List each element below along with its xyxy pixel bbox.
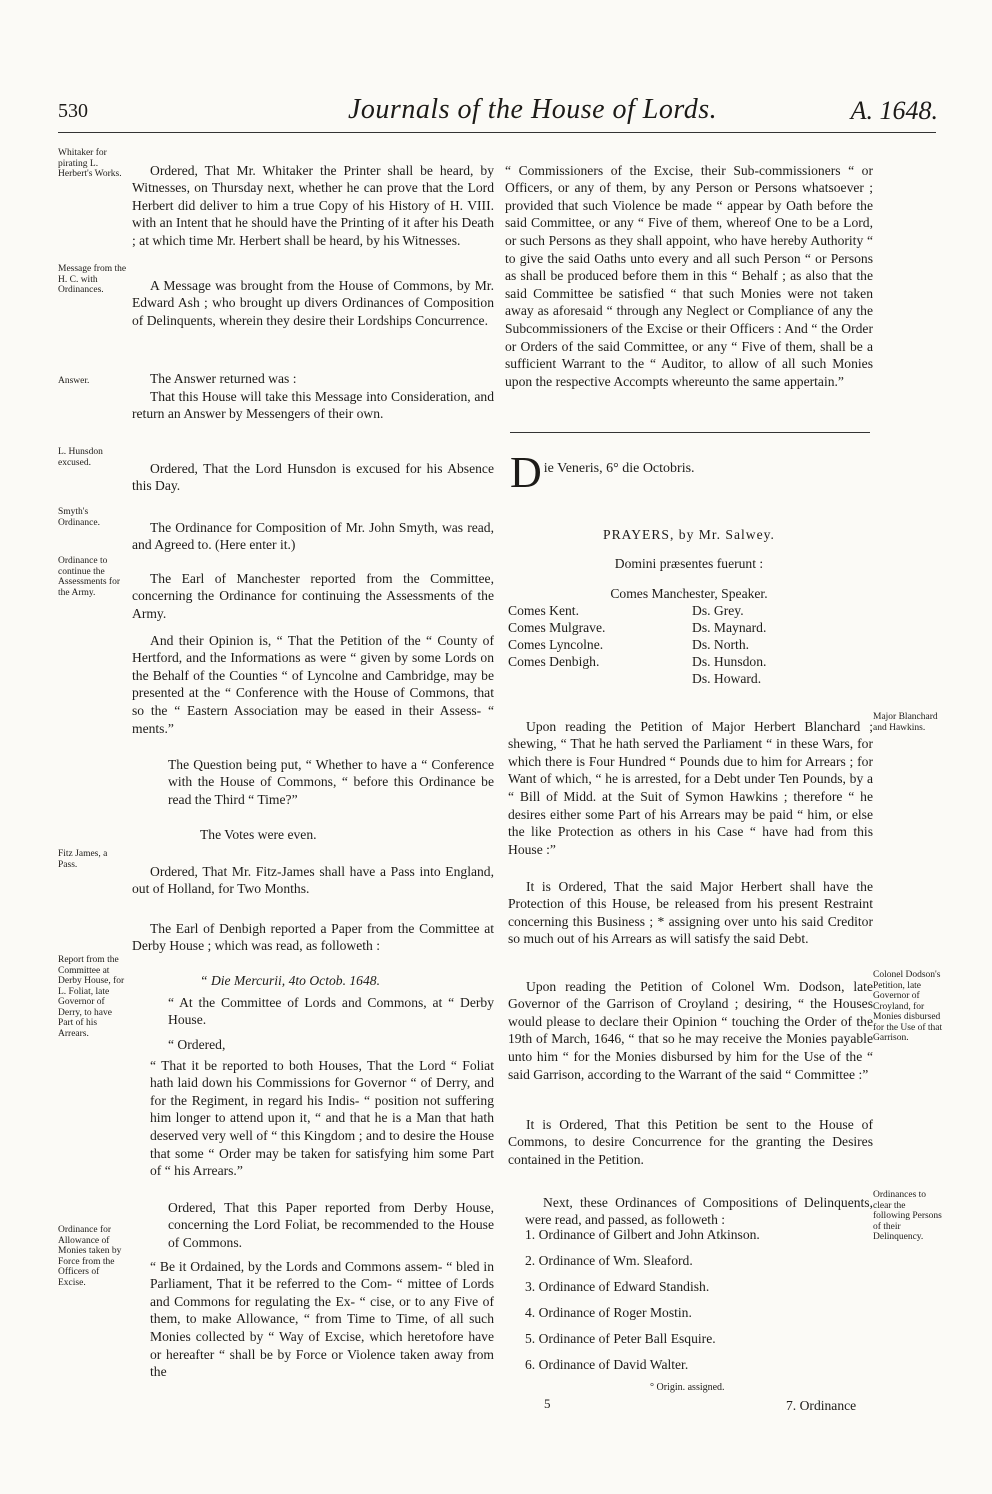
- day-text: ie Veneris, 6° die Octobris.: [543, 461, 695, 476]
- margin-note-derby-house: Report from the Committee at Derby House, for L. Foliat, late Governor of Derry, to have Part of his Arrears.: [58, 955, 125, 1039]
- lord-name: Comes Lyncolne.: [508, 637, 604, 652]
- paragraph-blanchard-order: It is Ordered, That the said Major Herbert shall have the Protection of this House, be released from his present Restraint concerning this Business ; * assigning over unto his said Creditor so much out of his Arrears as will satisfy the said Debt.: [508, 878, 873, 947]
- lord-name: Ds. Howard.: [692, 671, 762, 686]
- paragraph-recommended: Ordered, That this Paper reported from Derby House, concerning the Lord Foliat, be recommended to the House of Commons.: [168, 1199, 494, 1250]
- section-rule: [510, 432, 870, 433]
- ordinance-item: 4. Ordinance of Roger Mostin.: [525, 1305, 692, 1320]
- ordinance-item: 3. Ordinance of Edward Standish.: [525, 1279, 710, 1294]
- paragraph-opinion: And their Opinion is, “ That the Petition of the “ County of Hertford, and the Informations as were “ given by some Lords on the Behalf of the Counties “ of Lyncolne and Cambridge, may be presented at the “ Conference with the House of Commons, that so the “ Eastern Association may be eased in their Assess- “ ments.”: [132, 632, 494, 736]
- ordinance-item: 5. Ordinance of Peter Ball Esquire.: [525, 1331, 716, 1346]
- margin-note-ordinances: Ordinances to clear the following Persons of their Delinquency.: [873, 1190, 942, 1242]
- paragraph-question: The Question being put, “ Whether to have a “ Conference with the House of Commons, “ before this Ordinance be read the Third “ Time?”: [168, 756, 494, 807]
- paragraph-fitz-james: Ordered, That Mr. Fitz-James shall have a Pass into England, out of Holland, for Two Months.: [132, 863, 494, 897]
- paragraph-foliat: “ That it be reported to both Houses, That the Lord “ Foliat hath laid down his Commissions for Governor “ of Derry, and for the Regiment, in regard his Indis- “ position not suffering him longer to attend upon it, “ and that he is a Man that hath deserved very well of “ this Kingdom ; and to desire the House that some “ Order may be taken for satisfying him some Part of “ his Arrears.”: [150, 1057, 494, 1179]
- lord-name: Comes Kent.: [508, 603, 579, 618]
- paragraph-denbigh: The Earl of Denbigh reported a Paper from the Committee at Derby House ; which was read, as followeth :: [132, 920, 494, 954]
- lord-name: Ds. North.: [692, 637, 750, 652]
- drop-capital: D: [510, 448, 542, 497]
- margin-note-hunsdon: L. Hunsdon excused.: [58, 447, 103, 468]
- margin-note-smyth: Smyth's Ordinance.: [58, 507, 100, 528]
- margin-note-assessments: Ordinance to continue the Assessments for the Army.: [58, 556, 121, 598]
- footnote: ° Origin. assigned.: [650, 1382, 725, 1393]
- prayers: PRAYERS, by Mr. Salwey.: [603, 526, 775, 542]
- margin-note-excise: Ordinance for Allowance of Monies taken by Force from the Officers of Excise.: [58, 1225, 122, 1288]
- lord-name: Comes Mulgrave.: [508, 620, 606, 635]
- paragraph-votes: The Votes were even.: [200, 826, 317, 842]
- lord-name: Ds. Maynard.: [692, 620, 767, 635]
- paragraph-whitaker: Ordered, That Mr. Whitaker the Printer shall be heard, by Witnesses, on Thursday next, whether he can prove that the Lord Herbert did deliver to him a true Copy of his History of H. VIII. with an Intent that he should have the Printing of it after his Death ; at which time Mr. Herbert shall be heard, by his Witnesses.: [132, 162, 494, 248]
- lord-name: Ds. Hunsdon.: [692, 654, 767, 669]
- paragraph-smyth: The Ordinance for Composition of Mr. John Smyth, was read, and Agreed to. (Here enter it.): [132, 519, 494, 553]
- domini-list: [692, 602, 766, 687]
- margin-note-fitz-james: Fitz James, a Pass.: [58, 849, 108, 870]
- paragraph-excise-continued: “ Commissioners of the Excise, their Sub-commissioners “ or Officers, or any of them, by any Person or Persons whatsoever ; provided that such Violence be made “ appear by Oath before the said Committee, or any “ Five of them, whereof One to be a Lord, or such Persons as they shall appoint, who have hereby Authority “ to give the said Oaths unto every and all such Person “ or Persons as shall be produced before them in this “ Behalf ; as also that the said Committee be satisfied “ that such Monies were not taken away as aforesaid “ through any Neglect or Compliance of any the Subcommissioners of the Excise or their Officers : And “ the Order or Orders of the said Committee, or any “ Five of them, shall be a sufficient Warrant to the “ Auditor, to allow of all such Monies upon the respective Accompts whereunto the same appertain.”: [505, 162, 873, 389]
- header-rule: [58, 132, 936, 133]
- lord-name: Ds. Grey.: [692, 603, 744, 618]
- ordinance-item: 2. Ordinance of Wm. Sleaford.: [525, 1253, 693, 1268]
- ordinance-item: 6. Ordinance of David Walter.: [525, 1357, 689, 1372]
- margin-note-blanchard: Major Blanchard and Hawkins.: [873, 712, 938, 733]
- paragraph-blanchard: Upon reading the Petition of Major Herbert Blanchard ; shewing, “ That he hath served the Parliament “ in these Wars, for which there is Four Hundred “ Pounds due to him for Arrears ; for Want of which, “ he is arrested, for a Debt under Ten Pounds, by a “ Bill of Midd. at the Suit of Symon Hawkins ; therefore “ he desires either some Part of his Arrears may be paid “ him, or else the like Protection as others in his Case “ have had from this House :”: [508, 718, 873, 857]
- margin-note-dodson: Colonel Dodson's Petition, late Governor of Croyland, for Monies disbursed for the Use of that Garrison.: [873, 970, 943, 1043]
- paragraph-die-mercurii: “ Die Mercurii, 4to Octob. 1648.: [200, 972, 380, 988]
- page-number: 530: [58, 100, 88, 122]
- paragraph-hunsdon: Ordered, That the Lord Hunsdon is excused for his Absence this Day.: [132, 460, 494, 494]
- catchword: 7. Ordinance: [786, 1398, 857, 1413]
- year: A. 1648.: [850, 96, 938, 125]
- ordinance-list: [525, 1226, 865, 1382]
- paragraph-ordered: “ Ordered,: [168, 1036, 226, 1052]
- paragraph-answer-heading: The Answer returned was :: [150, 370, 297, 386]
- margin-note-message: Message from the H. C. with Ordinances.: [58, 264, 127, 295]
- signature-mark: 5: [544, 1396, 551, 1411]
- paragraph-excise-ordinance: “ Be it Ordained, by the Lords and Commons assem- “ bled in Parliament, That it be referred to the Com- “ mittee of Lords and Commons for regulating the Ex- “ cise, or to any Five of them, to make Allowance, “ from Time to Time, of all such Monies collected by “ Way of Excise, which heretofore have or hereafter “ shall be by Force or Violence taken away from the: [150, 1258, 494, 1380]
- left-column: [132, 148, 494, 263]
- day-heading: [510, 448, 870, 497]
- speaker: Comes Manchester, Speaker.: [610, 585, 768, 601]
- paragraph-dodson: Upon reading the Petition of Colonel Wm. Dodson, late Governor of the Garrison of Croyland ; desiring, “ the Houses would please to declare their Opinion “ touching the Order of the 19th of March, 1646, “ that so he may receive the Monies payable unto him “ for the Monies disbursed by him for the Use of the “ said Garrison, according to the Warrant of the said “ Committee :”: [508, 978, 873, 1082]
- running-header: [58, 90, 938, 130]
- paragraph-message: A Message was brought from the House of Commons, by Mr. Edward Ash ; who brought up divers Ordinances of Composition of Delinquents, wherein they desire their Lordships Concurrence.: [132, 277, 494, 328]
- paragraph-manchester: The Earl of Manchester reported from the Committee, concerning the Ordinance for continuing the Assessments of the Army.: [132, 570, 494, 621]
- ordinance-item: 1. Ordinance of Gilbert and John Atkinson.: [525, 1227, 760, 1242]
- paragraph-committee: “ At the Committee of Lords and Commons, at “ Derby House.: [168, 994, 494, 1028]
- present-lords: Domini præsentes fuerunt :: [614, 555, 764, 571]
- comes-list: [508, 602, 605, 670]
- paragraph-ordinances: Next, these Ordinances of Compositions of Delinquents, were read, and passed, as followeth :: [525, 1194, 873, 1228]
- paragraph-answer: That this House will take this Message into Consideration, and return an Answer by Messengers of their own.: [132, 388, 494, 422]
- lord-name: Comes Denbigh.: [508, 654, 600, 669]
- running-title: Journals of the House of Lords.: [348, 94, 718, 125]
- margin-note-answer: Answer.: [58, 376, 90, 386]
- margin-note-whitaker: Whitaker for pirating L. Herbert's Works.: [58, 148, 122, 179]
- paragraph-dodson-order: It is Ordered, That this Petition be sent to the House of Commons, to desire Concurrence for the granting the Desires contained in the Petition.: [508, 1116, 873, 1167]
